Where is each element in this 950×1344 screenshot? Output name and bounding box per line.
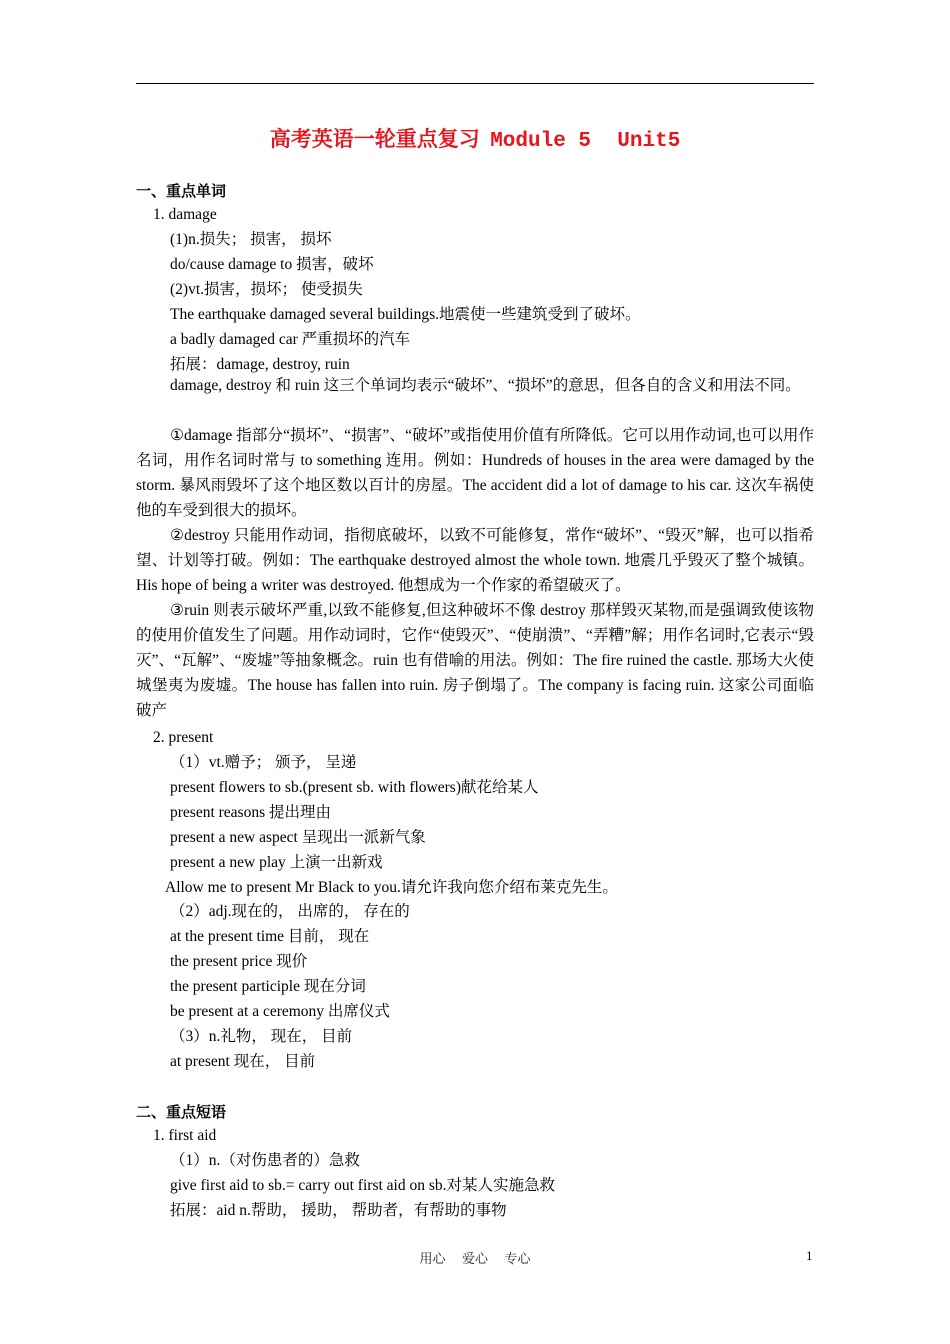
word-present: 2. present [153, 729, 214, 746]
list-item: give first aid to sb.= carry out first aid on sb.对某人实施急救 [170, 1177, 555, 1194]
list-item: the present participle 现在分词 [170, 978, 366, 995]
paragraph: ①damage 指部分“损坏”、“损害”、“破坏”或指使用价值有所降低。它可以用作动词,也可以用作名词，用作名词时常与 to something 连用。例如：Hundreds of houses in the area were damaged by the storm. 暴风雨毁坏了这个地区数以百计的房屋。The accident did a lot of damage to his car. 这次车祸使他的车受到很大的损坏。 [136, 427, 814, 519]
list-item: （1）vt.赠予； 颁予， 呈递 [170, 754, 357, 771]
paragraph: ③ruin 则表示破坏严重,以致不能修复,但这种破坏不像 destroy 那样毁灭某物,而是强调致使该物的使用价值发生了问题。用作动词时，它作“使毁灭”、“使崩溃”、“弄糟”解；用作名词时,它表示“毁灭”、“瓦解”、“废墟”等抽象概念。ruin 也有借喻的用法。例如：The fire ruined the castle. 那场大火使城堡夷为废墟。The house has fallen into ruin. 房子倒塌了。The company is facing ruin. 这家公司面临破产 [136, 602, 814, 719]
list-item: (2)vt.损害，损坏； 使受损失 [170, 281, 363, 298]
list-item: present a new aspect 呈现出一派新气象 [170, 829, 426, 846]
list-item: do/cause damage to 损害，破坏 [170, 256, 374, 273]
footer-motto: 用心 爱心 专心 [419, 1252, 531, 1267]
list-item: present flowers to sb.(present sb. with flowers)献花给某人 [170, 779, 539, 796]
title-module: Module 5 [490, 130, 592, 153]
page-title [0, 123, 950, 153]
paragraph: damage, destroy 和 ruin 这三个单词均表示“破坏”、“损坏”的意思，但各自的含义和用法不同。 [170, 377, 801, 394]
list-item: the present price 现价 [170, 953, 308, 970]
list-item: （1）n.（对伤患者的）急救 [170, 1152, 360, 1169]
list-item: 拓展：damage, destroy, ruin [170, 356, 350, 373]
list-item: （2）adj.现在的， 出席的， 存在的 [170, 903, 410, 920]
phrase-first-aid: 1. first aid [153, 1127, 217, 1144]
title-chinese: 高考英语一轮重点复习 [269, 127, 480, 151]
list-item: (1)n.损失； 损害， 损坏 [170, 231, 332, 248]
list-item: （3）n.礼物， 现在， 目前 [170, 1028, 353, 1045]
example-sentence: Allow me to present Mr Black to you.请允许我向您介绍布莱克先生。 [165, 879, 618, 896]
page-number: 1 [806, 1248, 813, 1263]
list-item: at the present time 目前， 现在 [170, 928, 370, 945]
section-heading-phrases: 二、重点短语 [136, 1103, 227, 1121]
list-item: present reasons 提出理由 [170, 804, 331, 821]
title-unit: Unit5 [617, 130, 681, 153]
list-item: present a new play 上演一出新戏 [170, 854, 383, 871]
list-item: be present at a ceremony 出席仪式 [170, 1003, 390, 1020]
word-damage: 1. damage [153, 206, 217, 223]
example-sentence: The earthquake damaged several buildings.地震使一些建筑受到了破坏。 [170, 306, 641, 323]
section-heading-words: 一、重点单词 [136, 182, 227, 200]
list-item: at present 现在， 目前 [170, 1053, 316, 1070]
header-rule [136, 83, 814, 84]
paragraph: ②destroy 只能用作动词，指彻底破坏，以致不可能修复，常作“破坏”、“毁灭”解，也可以指希望、计划等打破。例如：The earthquake destroyed almost the whole town. 地震几乎毁灭了整个城镇。His hope of being a writer was destroyed. 他想成为一个作家的希望破灭了。 [136, 527, 814, 594]
list-item: a badly damaged car 严重损坏的汽车 [170, 331, 411, 348]
list-item: 拓展：aid n.帮助， 援助， 帮助者，有帮助的事物 [170, 1202, 507, 1219]
